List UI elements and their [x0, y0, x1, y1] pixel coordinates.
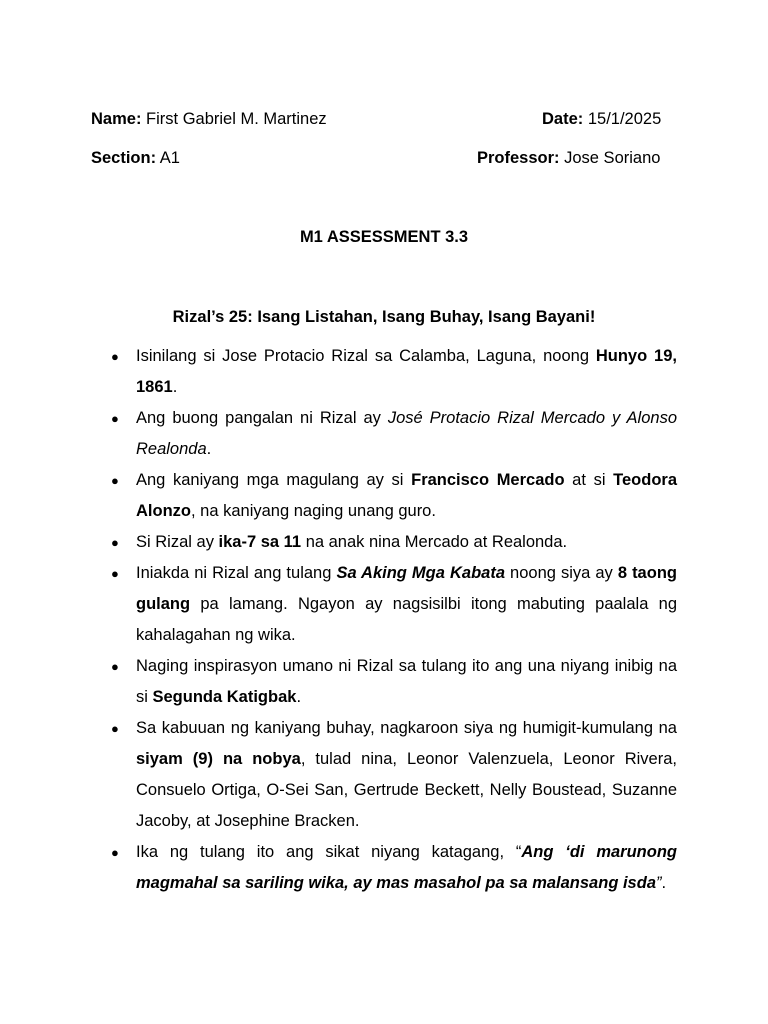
list-item: ● Sa kabuuan ng kaniyang buhay, nagkaroon siya ng humigit-kumulang na siyam (9) na nobya, tulad nina, Leonor Valenzuela, Leonor Rivera, Consuelo Ortiga, O-Sei San, Gertrude Beckett, Nelly Boustead, Suzanne Jacoby, at Josephine Bracken. — [0, 713, 768, 837]
name-label: Name: — [91, 110, 142, 128]
name-field — [91, 108, 327, 130]
professor-value: Jose Soriano — [564, 149, 661, 167]
bullet-icon: ● — [111, 659, 119, 674]
bullet-icon: ● — [111, 473, 119, 488]
bullet-icon: ● — [111, 349, 119, 364]
date-label: Date: — [542, 110, 584, 128]
bullet-icon: ● — [111, 845, 119, 860]
bullet-icon: ● — [111, 411, 119, 426]
document-subtitle: Rizal’s 25: Isang Listahan, Isang Buhay, Isang Bayani! — [172, 308, 596, 326]
professor-label: Professor: — [477, 149, 560, 167]
bullet-icon: ● — [111, 721, 119, 736]
bullet-icon: ● — [111, 535, 119, 550]
assessment-title: M1 ASSESSMENT 3.3 — [299, 228, 469, 246]
date-value: 15/1/2025 — [587, 110, 662, 128]
section-value: A1 — [159, 149, 180, 167]
date-field — [542, 108, 661, 130]
section-field — [91, 147, 180, 169]
list-item: ● Si Rizal ay ika-7 sa 11 na anak nina Mercado at Realonda. — [0, 527, 768, 558]
list-item: ● Ang buong pangalan ni Rizal ay José Protacio Rizal Mercado y Alonso Realonda. — [0, 403, 768, 465]
bullet-icon: ● — [111, 566, 119, 581]
header-row-2 — [91, 147, 671, 169]
list-item: ● Ika ng tulang ito ang sikat niyang katagang, “Ang ‘di marunong magmahal sa sariling wika, ay mas masahol pa sa malansang isda”. — [0, 837, 768, 899]
section-label: Section: — [91, 149, 157, 167]
list-item: ● Ang kaniyang mga magulang ay si Francisco Mercado at si Teodora Alonzo, na kaniyang naging unang guro. — [0, 465, 768, 527]
list-item: ● Naging inspirasyon umano ni Rizal sa tulang ito ang una niyang inibig na si Segunda Katigbak. — [0, 651, 768, 713]
fact-list — [0, 341, 768, 899]
name-value: First Gabriel M. Martinez — [146, 110, 327, 128]
header-row-1 — [91, 108, 671, 130]
list-item: ● Isinilang si Jose Protacio Rizal sa Calamba, Laguna, noong Hunyo 19, 1861. — [0, 341, 768, 403]
list-item: ● Iniakda ni Rizal ang tulang Sa Aking Mga Kabata noong siya ay 8 taong gulang pa lamang. Ngayon ay nagsisilbi itong mabuting paalala ng kahalagahan ng wika. — [0, 558, 768, 651]
professor-field — [477, 147, 660, 169]
